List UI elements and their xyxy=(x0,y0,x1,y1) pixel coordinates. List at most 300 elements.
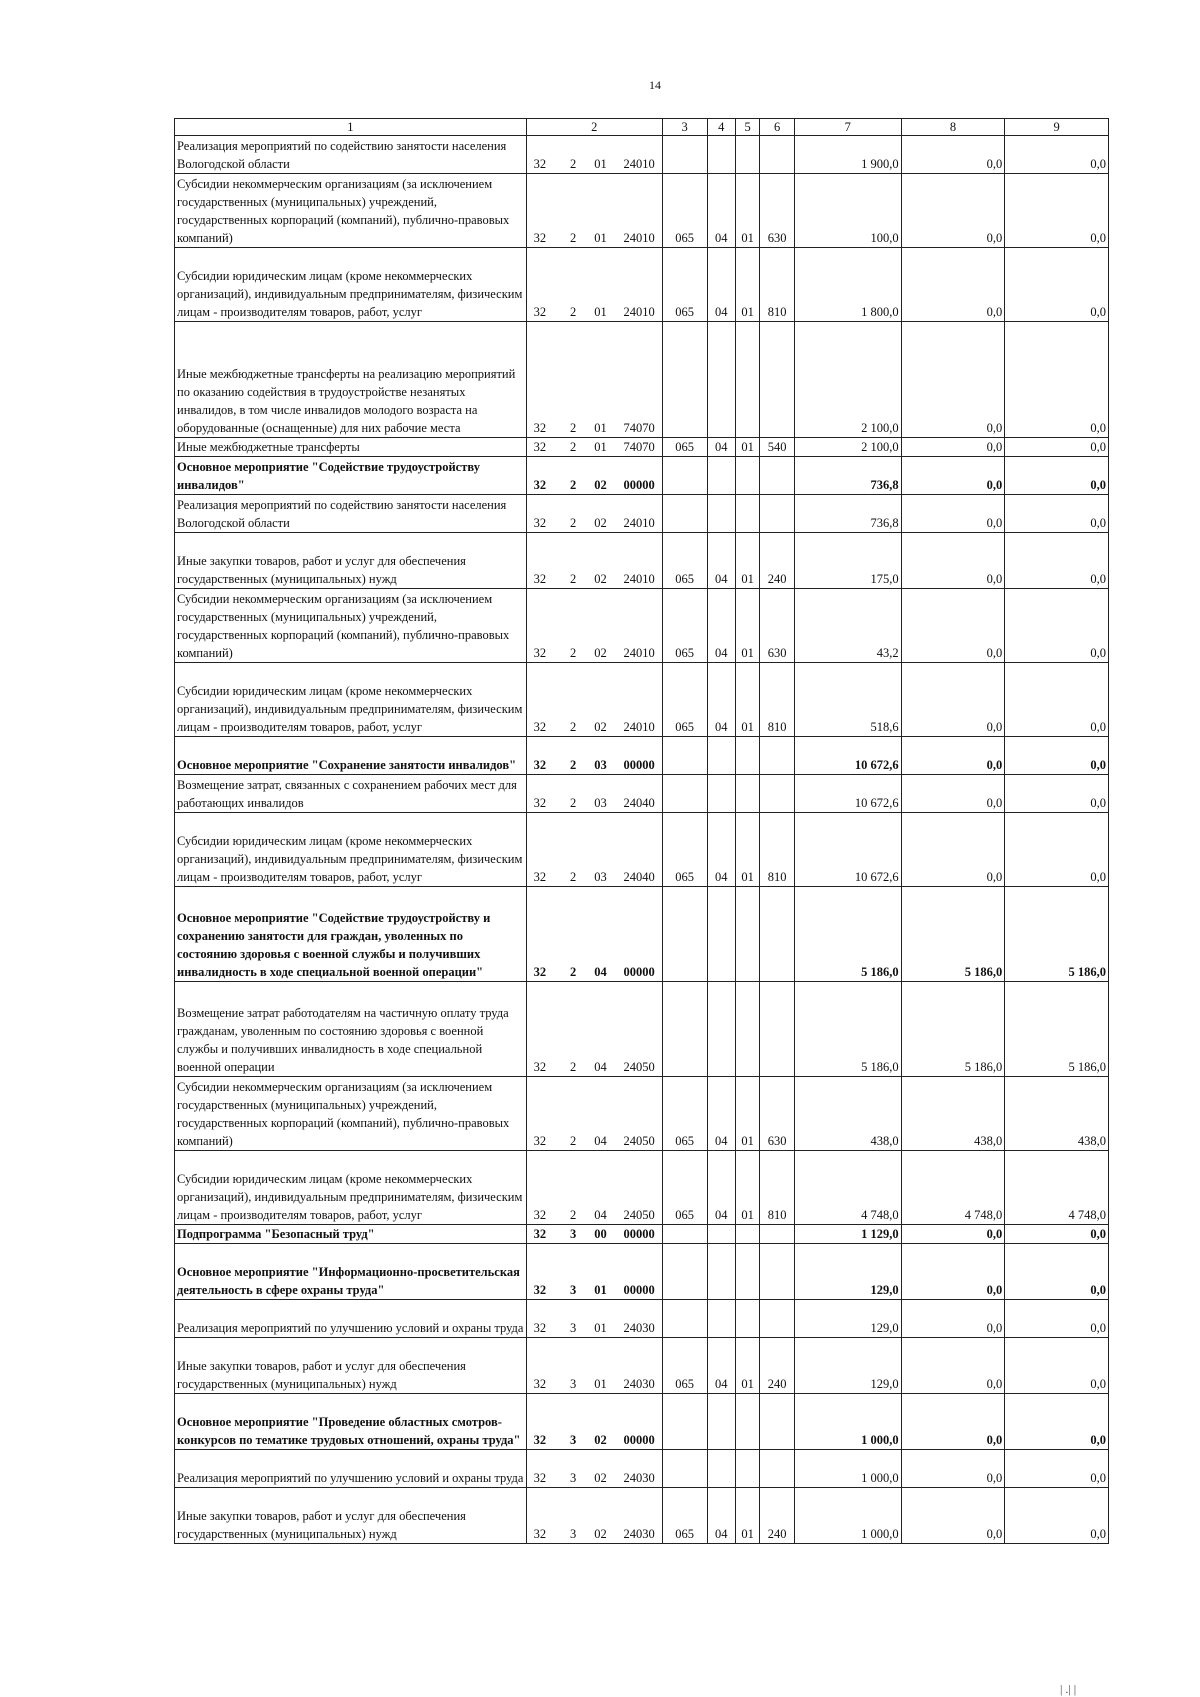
row-name: Основное мероприятие "Информационно-просветительская деятельность в сфере охраны труда" xyxy=(175,1244,527,1300)
row-value-8: 0,0 xyxy=(901,1338,1005,1394)
code-part: 04 xyxy=(594,1060,607,1074)
row-value-8: 0,0 xyxy=(901,174,1005,248)
row-col4: 04 xyxy=(707,663,735,737)
row-name: Реализация мероприятий по содействию занятости населения Вологодской области xyxy=(175,495,527,533)
row-value-7: 129,0 xyxy=(794,1244,901,1300)
code-part: 24030 xyxy=(623,1321,655,1335)
table-row xyxy=(175,174,1109,248)
row-col5 xyxy=(735,457,759,495)
table-row xyxy=(175,1488,1109,1544)
code-part: 3 xyxy=(570,1433,577,1447)
code-part: 01 xyxy=(594,440,607,454)
row-value-8: 0,0 xyxy=(901,737,1005,775)
row-col4 xyxy=(707,457,735,495)
code-part: 32 xyxy=(533,646,547,660)
row-col3 xyxy=(662,1244,707,1300)
row-value-8: 0,0 xyxy=(901,775,1005,813)
code-part: 32 xyxy=(533,572,547,586)
table-row xyxy=(175,136,1109,174)
code-part: 2 xyxy=(570,646,577,660)
row-col3: 065 xyxy=(662,589,707,663)
table-row xyxy=(175,813,1109,887)
row-code xyxy=(526,1450,662,1488)
row-col6 xyxy=(760,982,795,1077)
row-value-9: 0,0 xyxy=(1005,495,1109,533)
row-value-9: 0,0 xyxy=(1005,248,1109,322)
table-body xyxy=(175,136,1109,1544)
header-cell: 8 xyxy=(901,119,1005,136)
row-value-8: 0,0 xyxy=(901,322,1005,438)
row-code xyxy=(526,495,662,533)
row-col6: 240 xyxy=(760,533,795,589)
code-part: 00 xyxy=(594,1227,607,1241)
row-name: Субсидии юридическим лицам (кроме некоммерческих организаций), индивидуальным предпринимателям, физическим лицам - производителям товаров, работ, услуг xyxy=(175,663,527,737)
row-col6 xyxy=(760,1394,795,1450)
row-col6: 240 xyxy=(760,1338,795,1394)
table-row xyxy=(175,533,1109,589)
row-name: Субсидии некоммерческим организациям (за исключением государственных (муниципальных) учреждений, государственных корпораций (компаний), публично-правовых компаний) xyxy=(175,1077,527,1151)
row-col6 xyxy=(760,322,795,438)
row-value-9: 0,0 xyxy=(1005,1450,1109,1488)
code-part: 02 xyxy=(594,572,607,586)
row-name: Возмещение затрат работодателям на частичную оплату труда гражданам, уволенным по состоянию здоровья с военной службы и получивших инвалидность в ходе специальной военной операции xyxy=(175,982,527,1077)
row-col4: 04 xyxy=(707,533,735,589)
row-value-7: 1 000,0 xyxy=(794,1488,901,1544)
row-value-8: 0,0 xyxy=(901,1394,1005,1450)
code-part: 00000 xyxy=(623,478,655,492)
table-row xyxy=(175,982,1109,1077)
code-part: 32 xyxy=(533,1060,547,1074)
row-value-9: 0,0 xyxy=(1005,322,1109,438)
row-col6: 630 xyxy=(760,174,795,248)
row-code xyxy=(526,737,662,775)
row-col4 xyxy=(707,1450,735,1488)
code-part: 74070 xyxy=(623,421,655,435)
row-code xyxy=(526,813,662,887)
row-value-8: 0,0 xyxy=(901,813,1005,887)
row-name: Основное мероприятие "Проведение областных смотров-конкурсов по тематике трудовых отношений, охраны труда" xyxy=(175,1394,527,1450)
row-value-7: 438,0 xyxy=(794,1077,901,1151)
row-value-7: 10 672,6 xyxy=(794,775,901,813)
code-part: 32 xyxy=(533,440,547,454)
row-code xyxy=(526,322,662,438)
table-row xyxy=(175,1450,1109,1488)
code-part: 02 xyxy=(594,720,607,734)
row-col3: 065 xyxy=(662,1077,707,1151)
row-value-7: 100,0 xyxy=(794,174,901,248)
header-cell: 5 xyxy=(735,119,759,136)
row-name: Реализация мероприятий по улучшению условий и охраны труда xyxy=(175,1450,527,1488)
code-part: 01 xyxy=(594,157,607,171)
row-col3 xyxy=(662,1394,707,1450)
code-part: 32 xyxy=(533,421,547,435)
row-value-7: 2 100,0 xyxy=(794,438,901,457)
row-value-7: 518,6 xyxy=(794,663,901,737)
row-col3 xyxy=(662,495,707,533)
header-cell: 9 xyxy=(1005,119,1109,136)
code-part: 2 xyxy=(570,440,577,454)
row-code xyxy=(526,533,662,589)
code-part: 2 xyxy=(570,478,577,492)
code-part: 01 xyxy=(594,1377,607,1391)
code-part: 2 xyxy=(570,231,577,245)
code-part: 32 xyxy=(533,516,547,530)
row-col6: 810 xyxy=(760,663,795,737)
header-cell: 3 xyxy=(662,119,707,136)
page-number: 14 xyxy=(649,78,661,92)
row-value-9: 0,0 xyxy=(1005,136,1109,174)
code-part: 32 xyxy=(533,758,547,772)
row-value-9: 0,0 xyxy=(1005,438,1109,457)
row-col3 xyxy=(662,457,707,495)
code-part: 3 xyxy=(570,1471,577,1485)
row-value-8: 0,0 xyxy=(901,136,1005,174)
code-part: 00000 xyxy=(623,965,655,979)
row-col3: 065 xyxy=(662,248,707,322)
row-value-7: 1 900,0 xyxy=(794,136,901,174)
code-part: 32 xyxy=(533,157,547,171)
row-col6: 630 xyxy=(760,1077,795,1151)
row-value-9: 5 186,0 xyxy=(1005,982,1109,1077)
row-value-7: 2 100,0 xyxy=(794,322,901,438)
row-code xyxy=(526,1225,662,1244)
code-part: 01 xyxy=(594,1283,607,1297)
row-col3 xyxy=(662,775,707,813)
row-col4: 04 xyxy=(707,174,735,248)
row-col5: 01 xyxy=(735,438,759,457)
row-value-8: 0,0 xyxy=(901,438,1005,457)
code-part: 00000 xyxy=(623,1433,655,1447)
row-col4: 04 xyxy=(707,1338,735,1394)
row-col6 xyxy=(760,495,795,533)
row-name: Субсидии юридическим лицам (кроме некоммерческих организаций), индивидуальным предпринимателям, физическим лицам - производителям товаров, работ, услуг xyxy=(175,813,527,887)
code-part: 32 xyxy=(533,1134,547,1148)
code-part: 2 xyxy=(570,870,577,884)
code-part: 3 xyxy=(570,1283,577,1297)
row-value-7: 10 672,6 xyxy=(794,737,901,775)
row-col5 xyxy=(735,982,759,1077)
row-value-8: 4 748,0 xyxy=(901,1151,1005,1225)
row-col3: 065 xyxy=(662,1488,707,1544)
header-cell: 4 xyxy=(707,119,735,136)
code-part: 03 xyxy=(594,796,607,810)
code-part: 3 xyxy=(570,1527,577,1541)
row-value-8: 0,0 xyxy=(901,663,1005,737)
row-col6 xyxy=(760,775,795,813)
code-part: 01 xyxy=(594,305,607,319)
code-part: 32 xyxy=(533,1321,547,1335)
header-cell: 7 xyxy=(794,119,901,136)
row-col4: 04 xyxy=(707,1488,735,1544)
row-name: Иные межбюджетные трансферты на реализацию мероприятий по оказанию содействия в трудоустройстве незанятых инвалидов, в том числе инвалидов молодого возраста на оборудованные (оснащенные) для них рабочие места xyxy=(175,322,527,438)
row-col3: 065 xyxy=(662,438,707,457)
row-col4 xyxy=(707,495,735,533)
table-row xyxy=(175,1225,1109,1244)
row-name: Иные закупки товаров, работ и услуг для обеспечения государственных (муниципальных) нужд xyxy=(175,533,527,589)
row-col5: 01 xyxy=(735,1077,759,1151)
code-part: 32 xyxy=(533,231,547,245)
code-part: 04 xyxy=(594,965,607,979)
row-code xyxy=(526,589,662,663)
row-col3 xyxy=(662,982,707,1077)
row-value-9: 0,0 xyxy=(1005,589,1109,663)
row-col4: 04 xyxy=(707,1151,735,1225)
row-value-7: 736,8 xyxy=(794,457,901,495)
row-col5: 01 xyxy=(735,663,759,737)
row-value-8: 0,0 xyxy=(901,533,1005,589)
row-col6: 540 xyxy=(760,438,795,457)
row-value-9: 0,0 xyxy=(1005,1244,1109,1300)
row-value-8: 0,0 xyxy=(901,1488,1005,1544)
row-col5 xyxy=(735,1450,759,1488)
code-part: 24030 xyxy=(623,1527,655,1541)
row-col5 xyxy=(735,322,759,438)
row-value-7: 129,0 xyxy=(794,1338,901,1394)
row-code xyxy=(526,248,662,322)
row-col3 xyxy=(662,1225,707,1244)
row-value-8: 0,0 xyxy=(901,248,1005,322)
row-value-9: 0,0 xyxy=(1005,1338,1109,1394)
row-col4 xyxy=(707,1300,735,1338)
row-value-8: 0,0 xyxy=(901,1225,1005,1244)
row-value-9: 0,0 xyxy=(1005,1394,1109,1450)
code-part: 32 xyxy=(533,1527,547,1541)
code-part: 3 xyxy=(570,1227,577,1241)
row-code xyxy=(526,438,662,457)
row-name: Иные закупки товаров, работ и услуг для обеспечения государственных (муниципальных) нужд xyxy=(175,1488,527,1544)
row-col5: 01 xyxy=(735,589,759,663)
row-col3 xyxy=(662,322,707,438)
row-value-7: 736,8 xyxy=(794,495,901,533)
table-row xyxy=(175,495,1109,533)
code-part: 32 xyxy=(533,1227,547,1241)
row-code xyxy=(526,1151,662,1225)
row-value-8: 5 186,0 xyxy=(901,887,1005,982)
code-part: 2 xyxy=(570,421,577,435)
row-value-7: 1 000,0 xyxy=(794,1450,901,1488)
code-part: 24010 xyxy=(623,305,655,319)
row-name: Субсидии некоммерческим организациям (за исключением государственных (муниципальных) учреждений, государственных корпораций (компаний), публично-правовых компаний) xyxy=(175,174,527,248)
row-col6: 630 xyxy=(760,589,795,663)
row-name: Реализация мероприятий по содействию занятости населения Вологодской области xyxy=(175,136,527,174)
budget-table xyxy=(174,118,1109,1544)
code-part: 01 xyxy=(594,1321,607,1335)
row-col6 xyxy=(760,457,795,495)
code-part: 24010 xyxy=(623,231,655,245)
row-value-7: 1 000,0 xyxy=(794,1394,901,1450)
code-part: 01 xyxy=(594,231,607,245)
row-col3: 065 xyxy=(662,1151,707,1225)
row-name: Иные межбюджетные трансферты xyxy=(175,438,527,457)
row-value-9: 0,0 xyxy=(1005,813,1109,887)
code-part: 24030 xyxy=(623,1377,655,1391)
code-part: 32 xyxy=(533,1283,547,1297)
code-part: 2 xyxy=(570,305,577,319)
code-part: 2 xyxy=(570,965,577,979)
row-value-9: 4 748,0 xyxy=(1005,1151,1109,1225)
row-value-9: 0,0 xyxy=(1005,174,1109,248)
row-col5: 01 xyxy=(735,813,759,887)
code-part: 2 xyxy=(570,720,577,734)
row-col4 xyxy=(707,1244,735,1300)
code-part: 2 xyxy=(570,516,577,530)
header-cell: 2 xyxy=(526,119,662,136)
code-part: 24010 xyxy=(623,516,655,530)
code-part: 24040 xyxy=(623,870,655,884)
table-row xyxy=(175,1244,1109,1300)
row-value-9: 5 186,0 xyxy=(1005,887,1109,982)
row-col6 xyxy=(760,887,795,982)
row-value-9: 0,0 xyxy=(1005,533,1109,589)
code-part: 32 xyxy=(533,870,547,884)
scan-edge-marks: | .| | xyxy=(1060,1682,1077,1696)
code-part: 02 xyxy=(594,478,607,492)
table-row xyxy=(175,1394,1109,1450)
code-part: 24030 xyxy=(623,1471,655,1485)
row-col5 xyxy=(735,737,759,775)
row-col5 xyxy=(735,1225,759,1244)
row-name: Возмещение затрат, связанных с сохранением рабочих мест для работающих инвалидов xyxy=(175,775,527,813)
code-part: 04 xyxy=(594,1208,607,1222)
row-col6 xyxy=(760,136,795,174)
row-code xyxy=(526,1338,662,1394)
row-col5: 01 xyxy=(735,248,759,322)
row-code xyxy=(526,663,662,737)
table-row xyxy=(175,887,1109,982)
table-row xyxy=(175,737,1109,775)
row-col4 xyxy=(707,1225,735,1244)
row-col3: 065 xyxy=(662,813,707,887)
code-part: 02 xyxy=(594,516,607,530)
row-name: Иные закупки товаров, работ и услуг для обеспечения государственных (муниципальных) нужд xyxy=(175,1338,527,1394)
code-part: 2 xyxy=(570,572,577,586)
row-col4 xyxy=(707,1394,735,1450)
row-value-7: 129,0 xyxy=(794,1300,901,1338)
row-col6: 810 xyxy=(760,248,795,322)
code-part: 32 xyxy=(533,1471,547,1485)
code-part: 04 xyxy=(594,1134,607,1148)
row-value-7: 1 800,0 xyxy=(794,248,901,322)
row-name: Субсидии юридическим лицам (кроме некоммерческих организаций), индивидуальным предпринимателям, физическим лицам - производителям товаров, работ, услуг xyxy=(175,1151,527,1225)
code-part: 32 xyxy=(533,1377,547,1391)
row-value-8: 438,0 xyxy=(901,1077,1005,1151)
row-col5: 01 xyxy=(735,174,759,248)
row-col6 xyxy=(760,1300,795,1338)
row-col3 xyxy=(662,887,707,982)
row-col5 xyxy=(735,136,759,174)
code-part: 2 xyxy=(570,1060,577,1074)
row-col4: 04 xyxy=(707,813,735,887)
row-col3: 065 xyxy=(662,663,707,737)
row-col6: 810 xyxy=(760,1151,795,1225)
code-part: 2 xyxy=(570,1208,577,1222)
row-value-7: 5 186,0 xyxy=(794,982,901,1077)
code-part: 03 xyxy=(594,758,607,772)
row-value-9: 438,0 xyxy=(1005,1077,1109,1151)
code-part: 02 xyxy=(594,1527,607,1541)
table-row xyxy=(175,589,1109,663)
row-name: Основное мероприятие "Содействие трудоустройству и сохранению занятости для граждан, уволенных по состоянию здоровья с военной службы и получивших инвалидность в ходе специальной военной операции" xyxy=(175,887,527,982)
row-col4 xyxy=(707,887,735,982)
row-value-8: 0,0 xyxy=(901,1244,1005,1300)
row-col5 xyxy=(735,1244,759,1300)
row-value-9: 0,0 xyxy=(1005,1300,1109,1338)
row-col5 xyxy=(735,887,759,982)
row-value-8: 0,0 xyxy=(901,589,1005,663)
row-value-8: 0,0 xyxy=(901,1450,1005,1488)
code-part: 2 xyxy=(570,157,577,171)
code-part: 32 xyxy=(533,796,547,810)
row-code xyxy=(526,136,662,174)
row-value-9: 0,0 xyxy=(1005,1225,1109,1244)
code-part: 3 xyxy=(570,1321,577,1335)
code-part: 32 xyxy=(533,1208,547,1222)
row-code xyxy=(526,1077,662,1151)
table-row xyxy=(175,1300,1109,1338)
code-part: 02 xyxy=(594,646,607,660)
code-part: 24050 xyxy=(623,1060,655,1074)
row-value-7: 4 748,0 xyxy=(794,1151,901,1225)
row-col6 xyxy=(760,1450,795,1488)
code-part: 02 xyxy=(594,1433,607,1447)
row-col5 xyxy=(735,495,759,533)
row-value-9: 0,0 xyxy=(1005,775,1109,813)
code-part: 02 xyxy=(594,1471,607,1485)
row-col5 xyxy=(735,1300,759,1338)
code-part: 32 xyxy=(533,965,547,979)
code-part: 03 xyxy=(594,870,607,884)
row-col6: 240 xyxy=(760,1488,795,1544)
row-col4: 04 xyxy=(707,248,735,322)
row-col5 xyxy=(735,775,759,813)
code-part: 2 xyxy=(570,758,577,772)
row-col5: 01 xyxy=(735,1151,759,1225)
row-col3: 065 xyxy=(662,1338,707,1394)
row-code xyxy=(526,887,662,982)
row-code xyxy=(526,1394,662,1450)
table-row xyxy=(175,438,1109,457)
row-value-9: 0,0 xyxy=(1005,1488,1109,1544)
code-part: 74070 xyxy=(623,440,655,454)
row-value-9: 0,0 xyxy=(1005,737,1109,775)
row-value-9: 0,0 xyxy=(1005,663,1109,737)
row-value-8: 0,0 xyxy=(901,495,1005,533)
row-col6: 810 xyxy=(760,813,795,887)
code-part: 24010 xyxy=(623,720,655,734)
row-col5 xyxy=(735,1394,759,1450)
row-name: Реализация мероприятий по улучшению условий и охраны труда xyxy=(175,1300,527,1338)
code-part: 24040 xyxy=(623,796,655,810)
code-part: 00000 xyxy=(623,758,655,772)
row-col4 xyxy=(707,322,735,438)
row-code xyxy=(526,457,662,495)
row-value-8: 5 186,0 xyxy=(901,982,1005,1077)
row-value-7: 175,0 xyxy=(794,533,901,589)
row-value-7: 10 672,6 xyxy=(794,813,901,887)
row-col3: 065 xyxy=(662,174,707,248)
row-name: Подпрограмма "Безопасный труд" xyxy=(175,1225,527,1244)
code-part: 32 xyxy=(533,478,547,492)
header-cell: 6 xyxy=(760,119,795,136)
row-col3 xyxy=(662,1300,707,1338)
header-cell: 1 xyxy=(175,119,527,136)
code-part: 24050 xyxy=(623,1134,655,1148)
row-value-8: 0,0 xyxy=(901,1300,1005,1338)
row-col5: 01 xyxy=(735,1488,759,1544)
table-row xyxy=(175,457,1109,495)
row-col4 xyxy=(707,982,735,1077)
row-col6 xyxy=(760,737,795,775)
